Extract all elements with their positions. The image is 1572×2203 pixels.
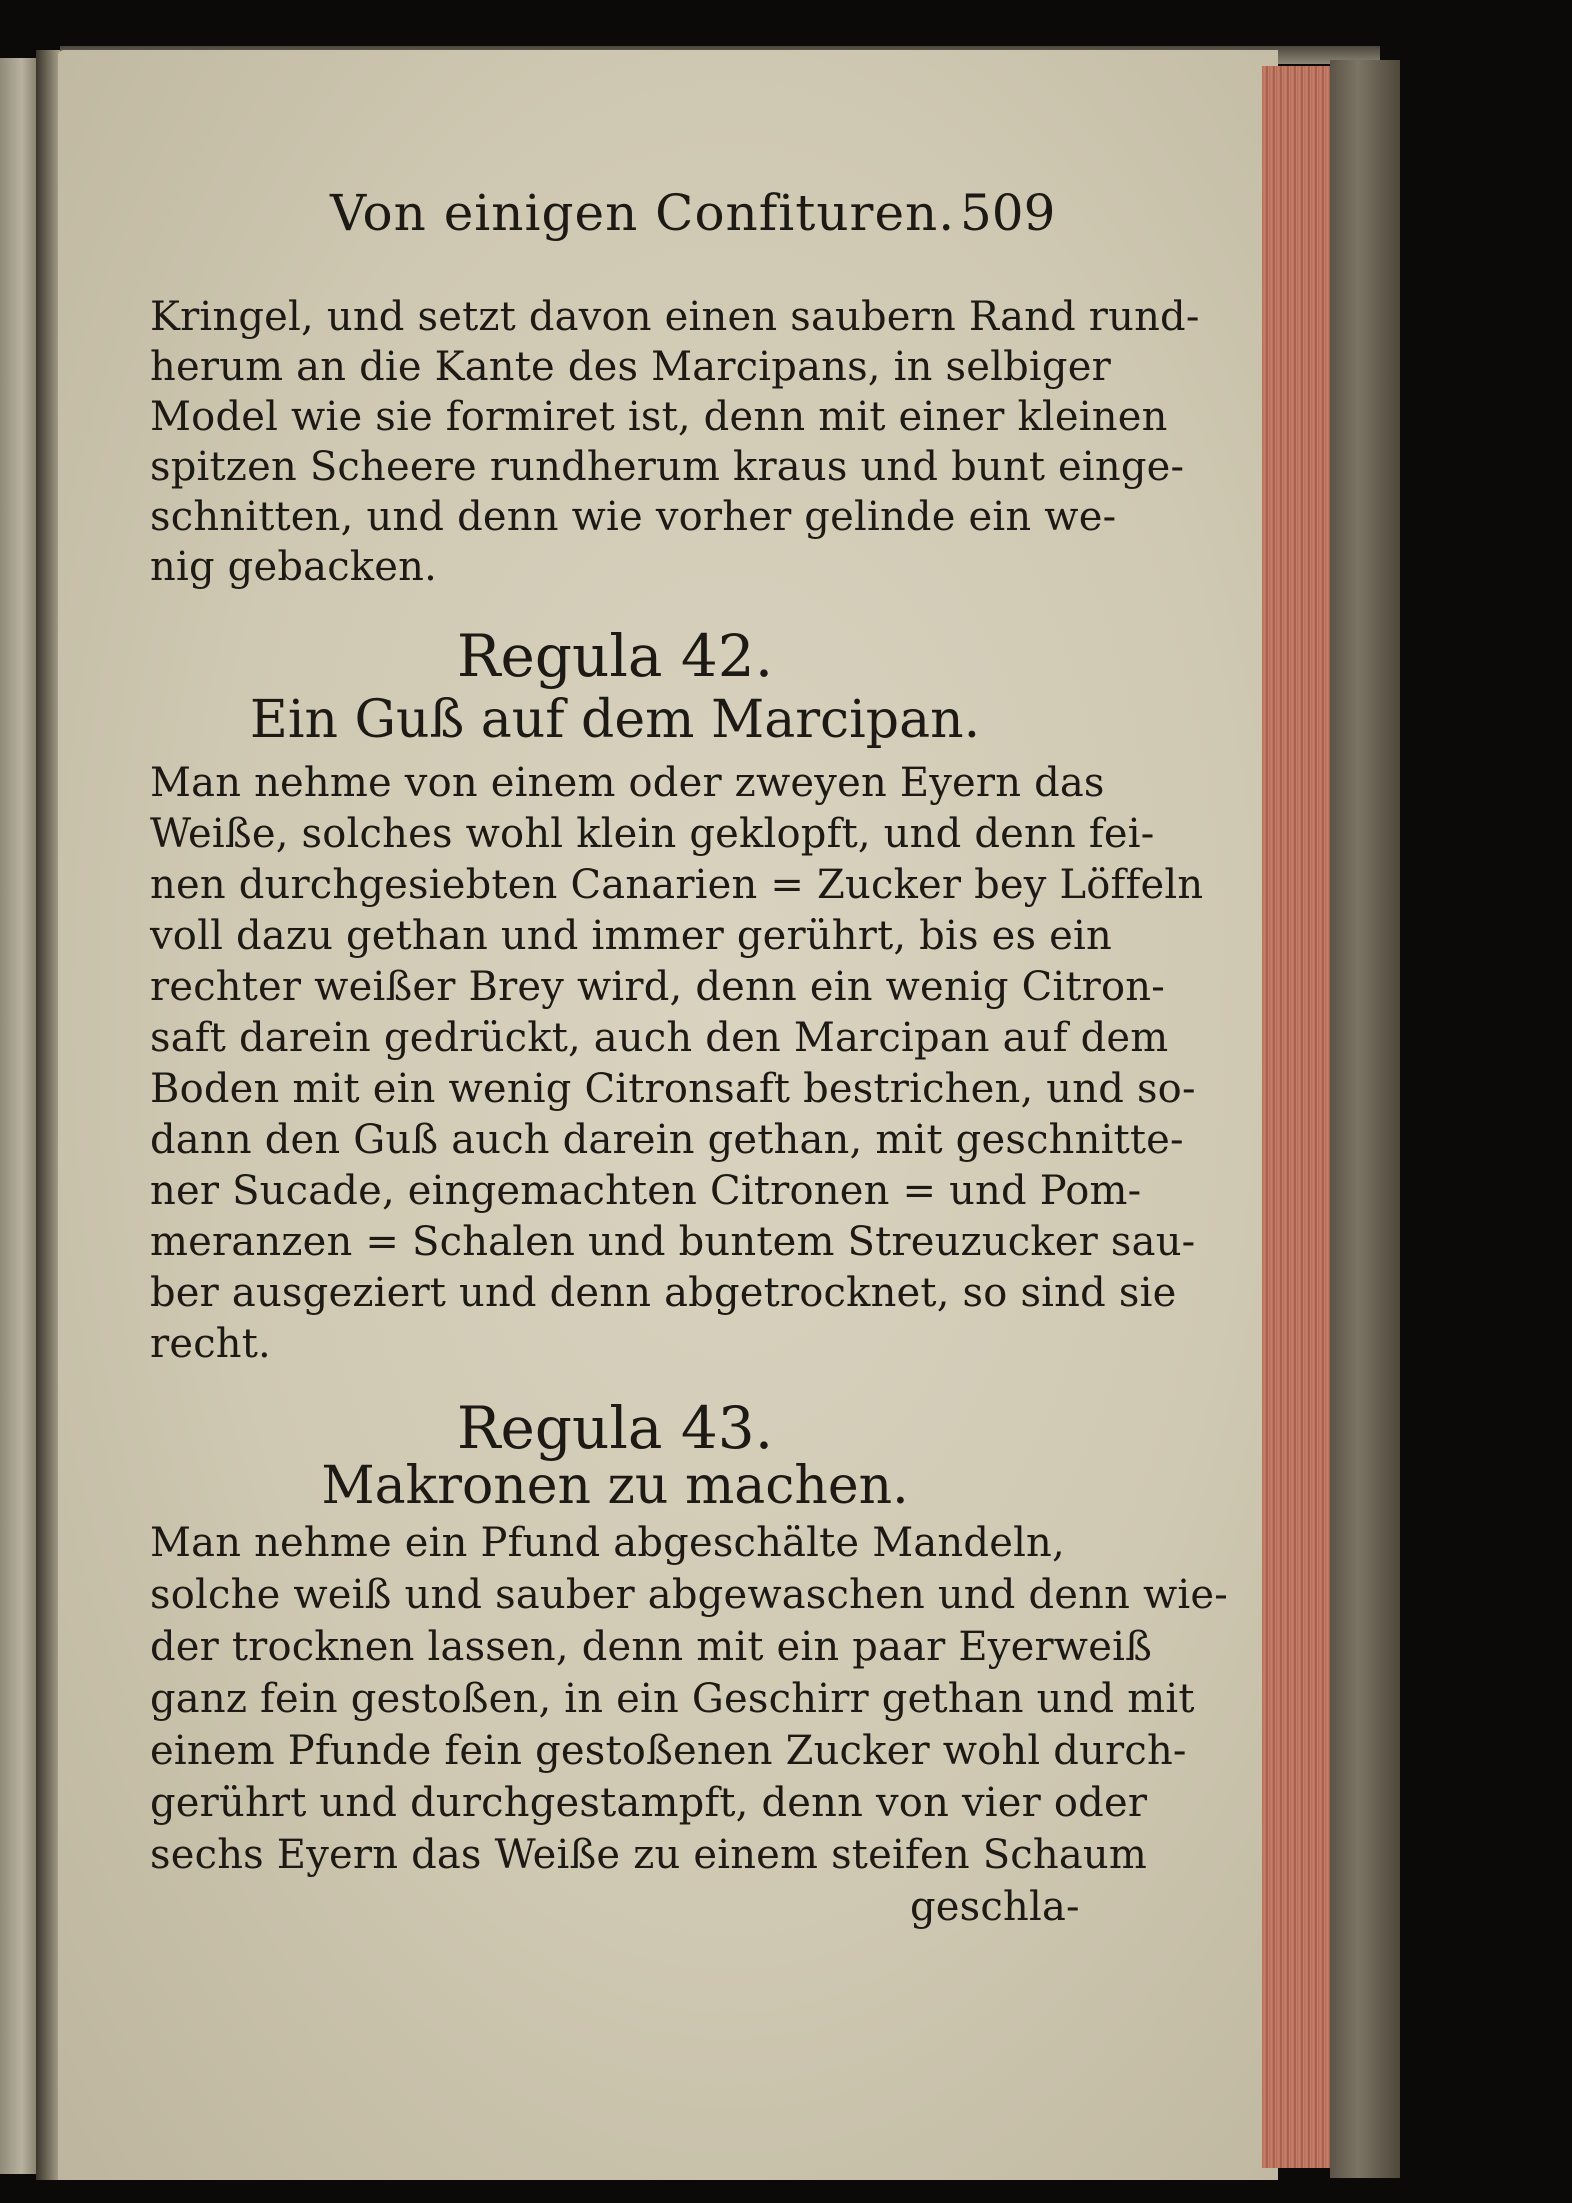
text-line: dann den Guß auch darein gethan, mit geschnitte-	[150, 1117, 1184, 1163]
text-line: solche weiß und sauber abgewaschen und denn wie-	[150, 1572, 1229, 1618]
text-line: ner Sucade, eingemachten Citronen = und Pom-	[150, 1168, 1142, 1214]
text-line: einem Pfunde fein gestoßenen Zucker wohl durch-	[150, 1728, 1187, 1774]
text-line: Man nehme von einem oder zweyen Eyern das	[150, 760, 1105, 806]
text-line: ber ausgeziert und denn abgetrocknet, so sind sie	[150, 1270, 1177, 1316]
regula-42-title: Ein Guß auf dem Marcipan.	[249, 690, 981, 750]
catchword: geschla-	[910, 1884, 1080, 1930]
regula-43-heading: Regula 43.	[456, 1394, 774, 1462]
text-line: meranzen = Schalen und buntem Streuzucker sau-	[150, 1219, 1196, 1265]
text-line: Boden mit ein wenig Citronsaft bestrichen, und so-	[150, 1066, 1196, 1112]
regula-43-title: Makronen zu machen.	[321, 1456, 909, 1516]
text-line: Man nehme ein Pfund abgeschälte Mandeln,	[150, 1520, 1065, 1566]
text-line: nig gebacken.	[150, 544, 437, 590]
text-line: Weiße, solches wohl klein geklopft, und denn fei-	[150, 811, 1155, 857]
text-line: ganz fein gestoßen, in ein Geschirr gethan und mit	[150, 1676, 1195, 1722]
text-line: nen durchgesiebten Canarien = Zucker bey Löffeln	[150, 862, 1204, 908]
text-line: recht.	[150, 1321, 271, 1367]
text-line: der trocknen lassen, denn mit ein paar Eyerweiß	[150, 1624, 1153, 1670]
text-line: Model wie sie formiret ist, denn mit einer kleinen	[150, 394, 1168, 440]
text-line: schnitten, und denn wie vorher gelinde ein we-	[150, 494, 1117, 540]
text-line: rechter weißer Brey wird, denn ein wenig Citron-	[150, 964, 1165, 1010]
page-number: 509	[960, 184, 1056, 242]
text-line: spitzen Scheere rundherum kraus und bunt einge-	[150, 444, 1185, 490]
running-head: Von einigen Confituren.	[330, 184, 956, 242]
text-line: gerührt und durchgestampft, denn von vier oder	[150, 1780, 1148, 1826]
text-line: voll dazu gethan und immer gerührt, bis es ein	[150, 913, 1112, 959]
regula-42-heading: Regula 42.	[456, 622, 774, 690]
text-line: saft darein gedrückt, auch den Marcipan auf dem	[150, 1015, 1169, 1061]
text-line: Kringel, und setzt davon einen saubern Rand rund-	[150, 294, 1200, 340]
text-line: sechs Eyern das Weiße zu einem steifen Schaum	[150, 1832, 1148, 1878]
text-line: herum an die Kante des Marcipans, in selbiger	[150, 344, 1111, 390]
